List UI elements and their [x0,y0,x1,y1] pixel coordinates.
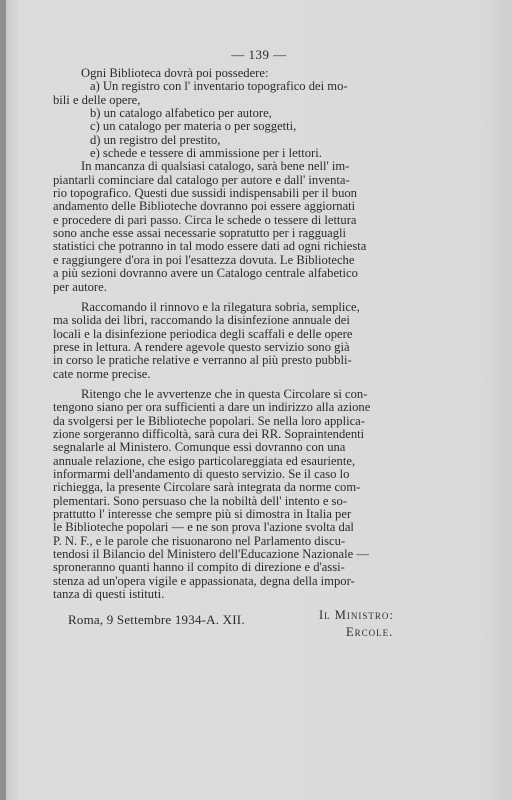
paragraph-line: zione sorgeranno difficoltà, sarà cura dei RR. Sopraintendenti [53,427,365,441]
text-flow [53,0,451,601]
paragraph-line: a più sezioni dovranno avere un Catalogo centrale alfabetico [53,267,358,281]
paragraph-line: P. N. F., e le parole che risuonarono nel Parlamento discu- [53,534,346,548]
list-item-line: a) Un registro con l' inventario topografico dei mo- [90,80,348,94]
page-number: — 139 — [231,47,287,62]
spacer [53,294,451,301]
paragraph-line: richiegga, la presente Circolare sarà integrata da norme com- [53,481,361,495]
body-text [53,0,451,601]
paragraph-line: Raccomando il rinnovo e la rilegatura sobria, semplice, [81,300,360,314]
signature-name: Ercole. [346,625,394,639]
paragraph-line: in corso le pratiche relative e verranno al più presto pubbli- [53,354,352,368]
paragraph-line: ma solida dei libri, raccomando la disinfezione annuale dei [53,314,350,328]
paragraph-line: tendosi il Bilancio del Ministero dell'Educazione Nazionale — [53,548,369,562]
book-page [6,0,512,800]
list-item-line: c) un catalogo per materia o per soggetti, [90,120,297,134]
paragraph-line: annuale relazione, che esigo particolareggiata ed esauriente, [53,454,356,468]
paragraph-line: per autore. [53,280,107,294]
date-line: Roma, 9 Settembre 1934-A. XII. [68,612,245,627]
list-item-line: d) un registro del prestito, [90,133,221,147]
list-item-line: e) schede e tessere di ammissione per i lettori. [90,147,322,161]
paragraph-line: informarmi dell'andamento di questo servizio. Se il caso lo [53,467,350,481]
paragraph-line: e procedere di pari passo. Circa le schede o tessere di lettura [53,213,357,227]
paragraph-line: Ritengo che le avvertenze che in questa Circolare si con- [81,387,368,401]
paragraph-line: tengono siano per ora sufficienti a dare un indirizzo alla azione [53,401,371,415]
paragraph-line: statistici che potranno in tal modo essere dati ad ogni richiesta [53,240,367,254]
paragraph-line: cate norme precise. [53,367,151,381]
paragraph-line: da svolgersi per le Biblioteche popolari. Se nella loro applica- [53,414,365,428]
paragraph-line: prese in lettura. A rendere agevole questo servizio sono già [53,340,350,354]
paragraph-line: prattutto l' interesse che sempre più si dimostra in Italia per [53,508,352,521]
paragraph-line: In mancanza di qualsiasi catalogo, sarà bene nell' im- [81,160,350,174]
paragraph-line: e raggiungere d'ora in poi l'esattezza dovuta. Le Biblioteche [53,253,355,267]
paragraph-line: rio topografico. Questi due sussidi indispensabili per il buon [53,187,357,201]
spacer [53,381,451,388]
list-item-line: b) un catalogo alfabetico per autore, [90,107,272,121]
paragraph-line: stenza ad un'opera vigile e appassionata, degna della impor- [53,574,355,588]
paragraph-line: segnalarle al Ministero. Comunque essi dovranno con una [53,441,346,455]
paragraph-line: andamento delle Biblioteche dovranno poi essere aggiornati [53,200,356,214]
paragraph-line: le Biblioteche popolari — e ne son prova l'azione svolta dal [53,521,354,535]
paragraph-line: plementari. Sono persuaso che la nobiltà dell' intento e so- [53,494,347,508]
paragraph-line: sono anche esse assai necessarie sopratutto per i ragguagli [53,227,347,241]
paragraph-line: piantarli cominciare dal catalogo per autore e dall' inventa- [53,173,350,187]
intro-line: Ogni Biblioteca dovrà poi possedere: [81,67,269,80]
paragraph-line: sproneranno quanti hanno il compito di direzione e d'assi- [53,561,345,575]
paragraph-line: tanza di questi istituti. [53,588,165,602]
spacer [53,0,451,67]
signature-title: Il Ministro: [319,608,394,622]
list-item-line: bili e delle opere, [53,93,141,107]
paragraph-line: locali e la disinfezione periodica degli scaffali e delle opere [53,327,353,341]
